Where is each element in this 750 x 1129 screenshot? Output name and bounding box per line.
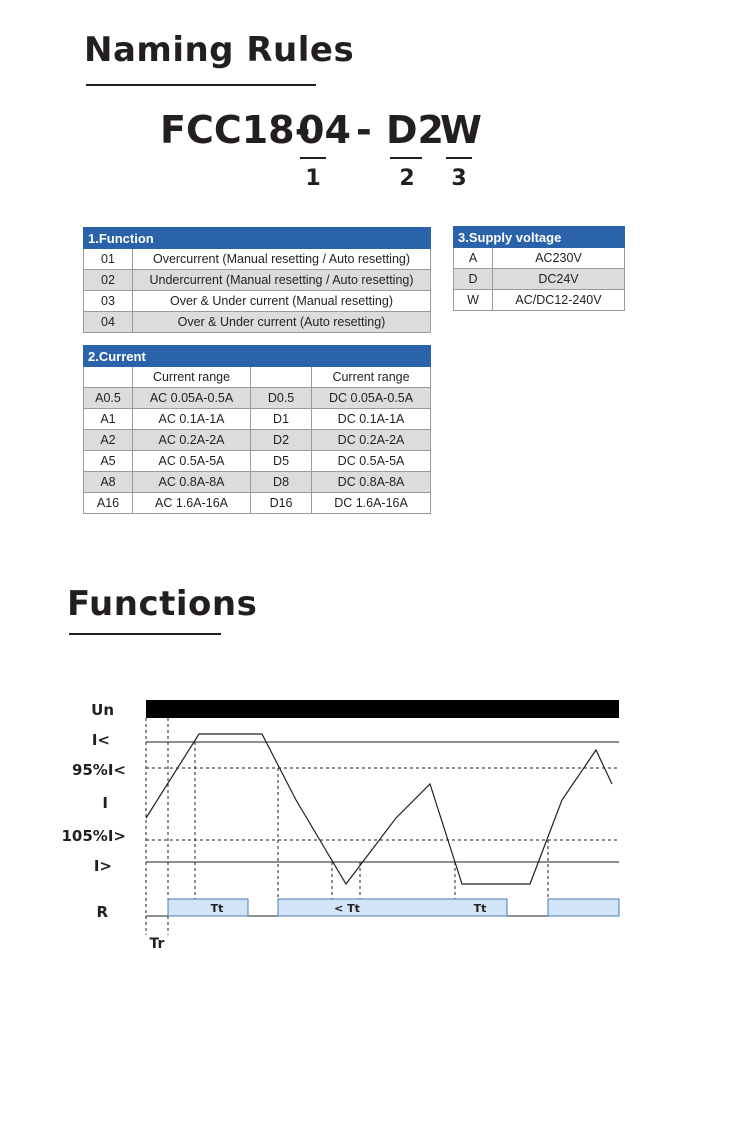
label-105-i-over: 105%I> <box>61 827 126 845</box>
index-1: 1 <box>305 166 321 191</box>
naming-rules-heading: Naming Rules <box>84 30 355 70</box>
dc-range: DC 1.6A-16A <box>312 493 431 514</box>
function-table-title: 1.Function <box>84 228 431 249</box>
ac-range: AC 0.1A-1A <box>133 409 251 430</box>
dc-code: D5 <box>251 451 312 472</box>
ac-code: A5 <box>84 451 133 472</box>
index-2: 2 <box>399 166 415 191</box>
current-table-title: 2.Current <box>84 346 431 367</box>
supply-value: DC24V <box>493 269 625 290</box>
model-part-voltage: W <box>440 108 482 152</box>
supply-value: AC/DC12-240V <box>493 290 625 311</box>
supply-code: W <box>454 290 493 311</box>
dc-range: DC 0.8A-8A <box>312 472 431 493</box>
tt-label-2: < Tt <box>334 902 360 915</box>
function-desc: Undercurrent (Manual resetting / Auto resetting) <box>133 270 431 291</box>
dc-range: DC 0.5A-5A <box>312 451 431 472</box>
label-i: I <box>102 794 108 812</box>
ac-code: A1 <box>84 409 133 430</box>
model-separator: - <box>356 108 372 152</box>
ac-range: AC 1.6A-16A <box>133 493 251 514</box>
function-desc: Over & Under current (Manual resetting) <box>133 291 431 312</box>
ac-code: A8 <box>84 472 133 493</box>
ac-code: A0.5 <box>84 388 133 409</box>
dc-range: DC 0.05A-0.5A <box>312 388 431 409</box>
supply-code: A <box>454 248 493 269</box>
current-header-ac: Current range <box>133 367 251 388</box>
dc-code: D8 <box>251 472 312 493</box>
ac-code: A16 <box>84 493 133 514</box>
dc-range: DC 0.2A-2A <box>312 430 431 451</box>
dc-code: D1 <box>251 409 312 430</box>
label-r: R <box>96 903 108 921</box>
supply-table-title: 3.Supply voltage <box>454 227 625 248</box>
relay-pulse-3 <box>548 899 619 916</box>
model-part-current: D2 <box>386 108 444 152</box>
ac-range: AC 0.2A-2A <box>133 430 251 451</box>
model-prefix: FCC18- <box>160 108 311 152</box>
supply-code: D <box>454 269 493 290</box>
functions-heading: Functions <box>67 584 258 624</box>
dc-code: D16 <box>251 493 312 514</box>
function-code: 02 <box>84 270 133 291</box>
function-code: 01 <box>84 249 133 270</box>
function-code: 03 <box>84 291 133 312</box>
index-3: 3 <box>451 166 467 191</box>
label-95-i-under: 95%I< <box>71 761 126 779</box>
dc-code: D0.5 <box>251 388 312 409</box>
tt-label-3: Tt <box>473 902 487 915</box>
ac-code: A2 <box>84 430 133 451</box>
function-desc: Overcurrent (Manual resetting / Auto resetting) <box>133 249 431 270</box>
label-un: Un <box>91 701 114 719</box>
ac-range: AC 0.5A-5A <box>133 451 251 472</box>
ac-range: AC 0.8A-8A <box>133 472 251 493</box>
label-i-under: I< <box>91 731 110 749</box>
relay-pulse-1 <box>168 899 248 916</box>
tt-label-1: Tt <box>210 902 224 915</box>
un-supply-bar <box>146 700 619 718</box>
dc-range: DC 0.1A-1A <box>312 409 431 430</box>
dc-code: D2 <box>251 430 312 451</box>
label-i-over: I> <box>93 857 112 875</box>
ac-range: AC 0.05A-0.5A <box>133 388 251 409</box>
tr-label: Tr <box>149 936 165 952</box>
current-header-dc: Current range <box>312 367 431 388</box>
function-code: 04 <box>84 312 133 333</box>
supply-value: AC230V <box>493 248 625 269</box>
function-desc: Over & Under current (Auto resetting) <box>133 312 431 333</box>
model-part-function: 04 <box>298 108 351 152</box>
